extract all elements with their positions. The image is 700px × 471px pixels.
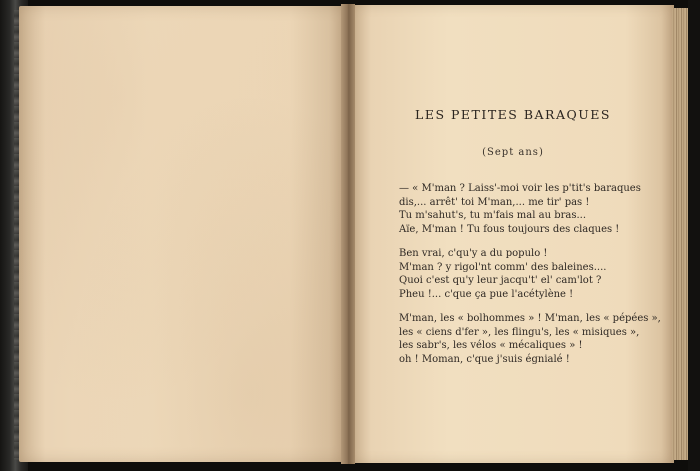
poem-line: Quoi c'est qu'y leur jacqu't' el' cam'lot ? [399,275,602,286]
poem-line: Tu m'sahut's, tu m'fais mal au bras... [399,210,587,221]
poem-line: les sabr's, les vélos « mécaliques » ! [399,340,583,351]
poem-line: les « ciens d'fer », les flingu's, les « misiques », [399,326,640,338]
poem-title: LES PETITES BARAQUES [415,107,611,122]
poem-line: Aïe, M'man ! Tu fous toujours des claques ! [399,223,620,235]
poem-line: Ben vrai, c'qu'y a du populo ! [399,248,548,259]
poem-line: dis,... arrêt' toi M'man,... me tir' pas ! [399,196,590,208]
page-edges-right [672,8,688,460]
poem-line: M'man, les « bolhommes » ! M'man, les « pépées », [399,313,661,324]
poem-line: M'man ? y rigol'nt comm' des baleines.... [399,261,607,273]
poem [352,5,674,463]
left-page-blank [19,6,349,462]
poem-line: oh ! Moman, c'que j'suis égnialé ! [399,353,570,365]
stanza-2 [399,247,659,301]
poem-line: Pheu !... c'que ça pue l'acétylène ! [399,288,574,300]
background-edge [688,0,700,471]
stanza-3 [399,312,659,366]
stanza-1 [399,182,659,236]
poem-subtitle: (Sept ans) [482,147,544,158]
poem-line: — « M'man ? Laiss'-moi voir les p'tit's baraques [399,183,641,194]
